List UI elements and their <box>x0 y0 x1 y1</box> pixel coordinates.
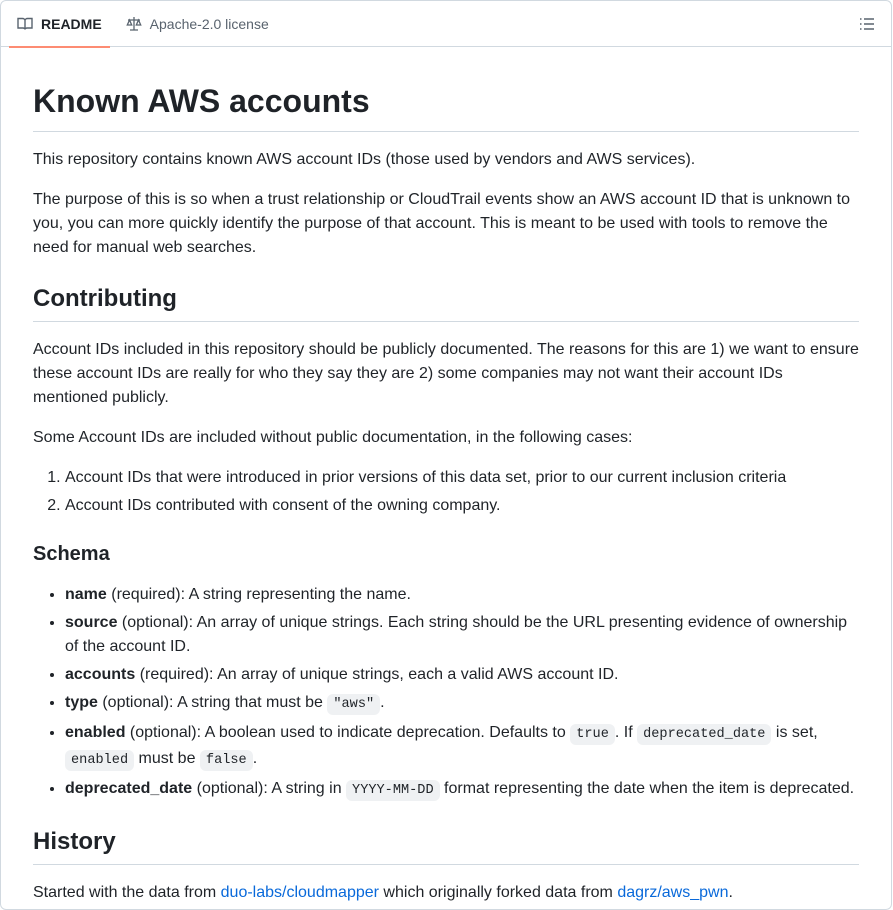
tab-readme-label: README <box>41 15 102 32</box>
readme-body <box>1 81 891 905</box>
purpose-paragraph: The purpose of this is so when a trust relationship or CloudTrail events show an AWS account ID that is unknown to you, you can more quickly identify the purpose of that account. This is meant to be used with tools to remove the need for manual web searches. <box>33 191 851 256</box>
intro-paragraph: This repository contains known AWS account IDs (those used by vendors and AWS services). <box>33 151 696 168</box>
field-desc: . <box>252 750 258 767</box>
list-item: 2. Account IDs contributed with consent of the owning company. <box>65 494 859 518</box>
tab-readme[interactable] <box>9 1 110 47</box>
field-desc: (required): An array of unique strings, each a valid AWS account ID. <box>135 666 619 683</box>
history-paragraph <box>33 881 859 905</box>
field-desc: (optional): A string that must be <box>97 694 328 711</box>
cases-list <box>33 466 859 518</box>
field-desc: (required): A string representing the name. <box>106 586 411 603</box>
field-name: deprecated_date <box>65 780 193 797</box>
law-scale-icon <box>126 16 142 32</box>
history-heading: History <box>33 827 859 865</box>
tab-license-label: Apache-2.0 license <box>149 15 269 32</box>
aws-pwn-link[interactable]: dagrz/aws_pwn <box>617 884 729 901</box>
table-of-contents-icon[interactable] <box>859 16 875 32</box>
page-title: Known AWS accounts <box>33 81 859 132</box>
inline-code: true <box>570 724 615 745</box>
schema-item-type <box>65 691 859 717</box>
history-text: Started with the data from <box>33 884 221 901</box>
schema-item-name <box>65 583 859 607</box>
field-name: name <box>65 586 107 603</box>
book-icon <box>17 16 33 32</box>
field-desc: (optional): A string in <box>192 780 347 797</box>
schema-item-deprecated-date <box>65 777 859 803</box>
field-desc: format representing the date when the item is deprecated. <box>439 780 855 797</box>
contributing-paragraph: Account IDs included in this repository should be publicly documented. The reasons for this are 1) we want to ensure these account IDs are really for who they say they are 2) some companies may not want their account IDs mentioned publicly. <box>33 341 859 406</box>
history-text: . <box>728 884 733 901</box>
history-text: which originally forked data from <box>378 884 618 901</box>
field-desc: . If <box>614 724 638 741</box>
tab-license[interactable] <box>118 1 277 47</box>
field-name: type <box>65 694 98 711</box>
field-desc: . <box>380 694 385 711</box>
schema-item-accounts <box>65 663 859 687</box>
field-desc: (optional): A boolean used to indicate deprecation. Defaults to <box>125 724 571 741</box>
schema-heading: Schema <box>33 543 110 565</box>
field-name: enabled <box>65 724 126 741</box>
list-item: 1. Account IDs that were introduced in prior versions of this data set, prior to our current inclusion criteria <box>65 466 859 490</box>
cloudmapper-link[interactable]: duo-labs/cloudmapper <box>220 884 379 901</box>
schema-item-enabled <box>65 721 859 773</box>
schema-list <box>33 583 859 803</box>
inline-code: "aws" <box>327 694 380 715</box>
field-desc: is set, <box>771 724 818 741</box>
contributing-heading: Contributing <box>33 284 859 322</box>
inline-code: false <box>200 750 253 771</box>
inline-code: enabled <box>65 750 134 771</box>
inline-code: deprecated_date <box>637 724 771 745</box>
schema-item-source <box>65 611 859 659</box>
field-name: accounts <box>65 666 136 683</box>
inline-code: YYYY-MM-DD <box>346 780 440 801</box>
cases-paragraph: Some Account IDs are included without public documentation, in the following cases: <box>33 429 633 446</box>
readme-header <box>1 1 891 47</box>
field-name: source <box>65 614 118 631</box>
field-desc: (optional): An array of unique strings. Each string should be the URL presenting evidence of ownership of the account ID. <box>65 614 848 655</box>
field-desc: must be <box>134 750 200 767</box>
